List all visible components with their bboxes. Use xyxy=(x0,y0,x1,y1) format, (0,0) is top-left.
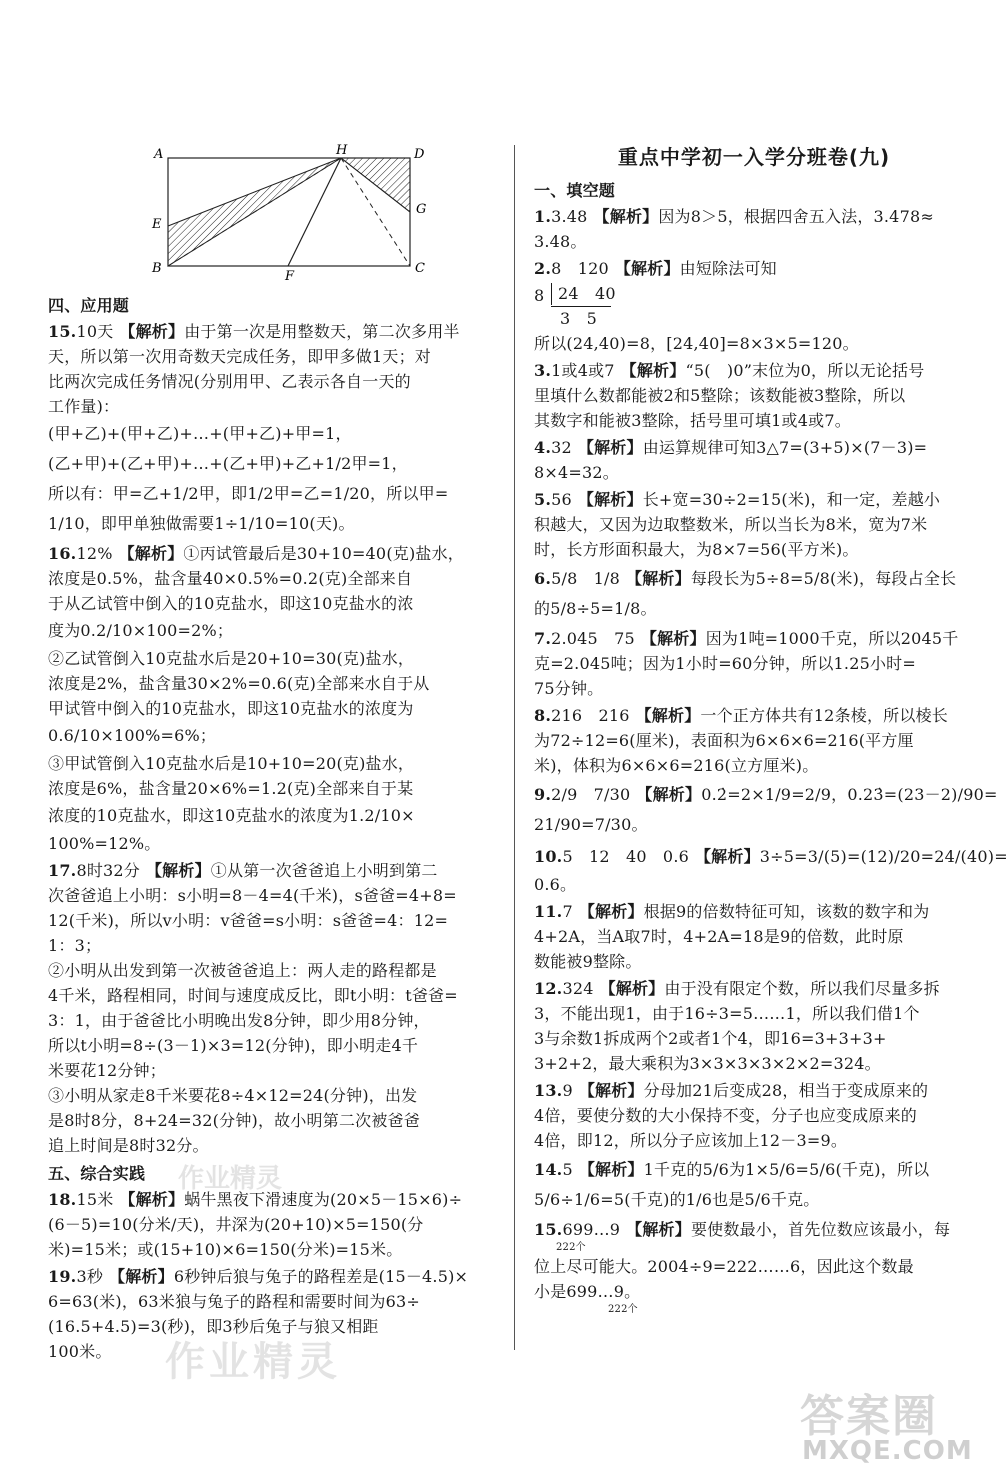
item-answer: 1或4或7 xyxy=(551,361,615,380)
item-number: 11. xyxy=(534,902,563,921)
solution-line: 度为0.2/10×100=2%； xyxy=(48,621,234,640)
solution-line: 分母加21后变成28，相当于变成原来的 xyxy=(643,1081,929,1100)
solution-line: 浓度的10克盐水，即这10克盐水的浓度为1.2/10× xyxy=(48,806,415,825)
solution-line: 数能被9整除。 xyxy=(534,952,642,971)
label-g: G xyxy=(416,202,427,217)
solution-line: 比两次完成任务情况(分别用甲、乙表示各自一天的 xyxy=(48,372,411,391)
solution-item xyxy=(48,319,500,539)
item-answer: 10天 xyxy=(76,322,114,341)
solution-line: 0.6。 xyxy=(534,875,577,894)
solution-line: 浓度是0.5%，盐含量40×0.5%=0.2(克)全部来自 xyxy=(48,569,413,588)
solution-line: 3：1，由于爸爸比小明晚出发8分钟，即少用8分钟， xyxy=(48,1011,430,1030)
solution-item xyxy=(534,780,998,840)
analysis-tag: 【解析】 xyxy=(636,785,702,804)
analysis-tag: 【解析】 xyxy=(118,544,184,563)
item-number: 18. xyxy=(48,1190,77,1209)
underbrace-note: 222个 xyxy=(608,1304,638,1315)
solution-line: ②乙试管倒入10克盐水后是20+10=30(克)盐水， xyxy=(48,649,415,668)
item-answer: 15米 xyxy=(76,1190,114,1209)
label-d: D xyxy=(414,147,425,162)
solution-line: ②小明从出发到第一次被爸爸追上：两人走的路程都是 xyxy=(48,961,437,980)
solution-item xyxy=(534,564,974,624)
solution-line: ①从第一次爸爸追上小明到第二 xyxy=(210,861,438,880)
solution-line: 21/90=7/30。 xyxy=(534,815,648,834)
item-number: 9. xyxy=(534,785,552,804)
solution-line: 每段长为5÷8=5/8(米)，每段占全长 xyxy=(690,569,957,588)
solution-line: 米)，体积为6×6×6=216(立方厘米)。 xyxy=(534,756,819,775)
analysis-tag: 【解析】 xyxy=(145,861,211,880)
solution-line: 要使数最小，首先位数应该最小，每 xyxy=(690,1220,951,1239)
item-answer: 32 xyxy=(551,438,572,457)
solution-line: 所以有：甲=乙+1/2甲，即1/2甲=乙=1/20，所以甲= xyxy=(48,484,449,503)
item-answer: 12% xyxy=(76,544,113,563)
item-answer: 9 xyxy=(562,1081,573,1100)
solution-line: 根据9的倍数特征可知，该数的数字和为 xyxy=(643,902,930,921)
solution-item xyxy=(534,626,974,701)
solution-line: 所以t小明=8÷(3－1)×3=12(分钟)，即小明走4千 xyxy=(48,1036,419,1055)
solution-item xyxy=(48,858,500,1158)
solution-line: 1：3； xyxy=(48,936,102,955)
solution-line: 6=63(米)，63米狼与兔子的路程和需要时间为63÷ xyxy=(48,1292,420,1311)
item-number: 1. xyxy=(534,207,552,226)
solution-line: “5( )0”末位为0，所以无论括号 xyxy=(685,361,925,380)
solution-line: 5/6÷1/6=5(千克)的1/6也是5/6千克。 xyxy=(534,1190,820,1209)
label-a: A xyxy=(154,147,164,162)
solution-line: 100米。 xyxy=(48,1342,112,1361)
item-answer: 5 12 40 0.6 xyxy=(562,847,689,866)
solution-line: 的5/8÷5=1/8。 xyxy=(534,599,657,618)
solution-line: 因为8＞5，根据四舍五入法，3.478≈ xyxy=(658,207,934,226)
solution-item xyxy=(48,1187,500,1262)
divisor: 8 xyxy=(534,286,545,305)
solution-line: 是8时8分，8+24=32(分钟)，故小明第二次被爸爸 xyxy=(48,1111,420,1130)
item-answer: 2.045 75 xyxy=(551,629,635,648)
item-number: 8. xyxy=(534,706,552,725)
label-f: F xyxy=(285,269,295,284)
analysis-tag: 【解析】 xyxy=(694,847,760,866)
section-title-fill-in: 一、填空题 xyxy=(534,181,616,200)
solution-line: 其数字和能被3整除，括号里可填1或4或7。 xyxy=(534,411,851,430)
analysis-tag: 【解析】 xyxy=(593,207,659,226)
solution-item xyxy=(534,976,974,1076)
solution-item xyxy=(534,256,974,356)
solution-line: 4倍，即12，所以分子应该加上12－3=9。 xyxy=(534,1131,848,1150)
solution-item xyxy=(534,358,974,433)
analysis-tag: 【解析】 xyxy=(626,1220,691,1239)
solution-line: (甲+乙)+(甲+乙)+…+(甲+乙)+甲=1， xyxy=(48,424,352,443)
solution-line: 4+2A，当A取7时，4+2A=18是9的倍数，此时原 xyxy=(534,927,904,946)
geometry-figure xyxy=(140,140,440,284)
solution-line: 12(千米)，所以v小明：v爸爸=s小明：s爸爸=4：12= xyxy=(48,911,449,930)
solution-line: 由短除法可知 xyxy=(679,259,777,278)
short-division xyxy=(534,281,974,331)
solution-line: 时，长方形面积最大，为8×7=56(平方米)。 xyxy=(534,540,859,559)
item-answer: 216 216 xyxy=(551,706,630,725)
solution-line: 甲试管中倒入的10克盐水，即这10克盐水的浓度为 xyxy=(48,699,414,718)
solution-line: 一个正方体共有12条棱，所以棱长 xyxy=(700,706,948,725)
item-number: 17. xyxy=(48,861,77,880)
solution-line: (6－5)=10(分米/天)，井深为(20+10)×5=150(分 xyxy=(48,1215,424,1234)
solution-line: 积越大，又因为边取整数米，所以当长为8米，宽为7米 xyxy=(534,515,928,534)
solution-item xyxy=(534,435,974,485)
analysis-tag: 【解析】 xyxy=(640,629,706,648)
section-title-applications: 四、应用题 xyxy=(48,296,130,315)
quotient: 3 5 xyxy=(560,309,597,328)
analysis-tag: 【解析】 xyxy=(599,979,665,998)
item-number: 14. xyxy=(534,1160,563,1179)
item-number: 15. xyxy=(534,1220,563,1239)
solution-item xyxy=(534,703,974,778)
analysis-tag: 【解析】 xyxy=(577,490,643,509)
item-number: 4. xyxy=(534,438,552,457)
exam-title: 重点中学初一入学分班卷(九) xyxy=(617,145,891,169)
item-number: 13. xyxy=(534,1081,563,1100)
item-number: 19. xyxy=(48,1267,77,1286)
solution-line: 由于第一次是用整数天，第二次多用半 xyxy=(184,322,460,341)
item-answer: 3秒 xyxy=(76,1267,104,1286)
solution-line: 于从乙试管中倒入的10克盐水，即这10克盐水的浓 xyxy=(48,594,414,613)
solution-line: ③小明从家走8千米要花8÷4×12=24(分钟)，出发 xyxy=(48,1086,418,1105)
solution-line: 米要花12分钟； xyxy=(48,1061,166,1080)
solution-line: 4倍，要使分数的大小保持不变，分子也应变成原来的 xyxy=(534,1106,917,1125)
left-column xyxy=(48,290,500,1366)
item-number: 10. xyxy=(534,847,563,866)
dividend: 24 40 xyxy=(558,284,616,303)
solution-line: 长+宽=30÷2=15(米)，和一定，差越小 xyxy=(642,490,941,509)
solution-line: 1千克的5/6为1×5/6=5/6(千克)，所以 xyxy=(643,1160,930,1179)
analysis-tag: 【解析】 xyxy=(109,1267,174,1286)
item-number: 6. xyxy=(534,569,552,588)
logo-url: MXQE.COM xyxy=(802,1436,973,1466)
solution-line: 为72÷12=6(厘米)，表面积为6×6×6=216(平方厘 xyxy=(534,731,914,750)
solution-item xyxy=(534,1155,974,1215)
solution-item xyxy=(534,1078,974,1153)
item-answer: 5/8 1/8 xyxy=(551,569,621,588)
analysis-tag: 【解析】 xyxy=(620,361,686,380)
item-number: 3. xyxy=(534,361,552,380)
solution-line: 浓度是2%，盐含量30×2%=0.6(克)全部来水自于从 xyxy=(48,674,430,693)
solution-line: 6秒钟后狼与兔子的路程差是(15－4.5)× xyxy=(173,1267,469,1286)
solution-line: 由运算规律可知3△7=(3+5)×(7－3)= xyxy=(642,438,928,457)
solution-line: 小是699…9。 xyxy=(534,1282,641,1301)
right-column xyxy=(534,145,1008,1318)
solution-line: 100%=12%。 xyxy=(48,834,161,853)
solution-line: 8×4=32。 xyxy=(534,463,619,482)
solution-line: 4千米，路程相同，时间与速度成反比，即t小明：t爸爸= xyxy=(48,986,458,1005)
analysis-tag: 【解析】 xyxy=(578,1160,644,1179)
solution-line: 所以(24,40)=8，[24,40]=8×3×5=120。 xyxy=(534,334,859,353)
label-c: C xyxy=(415,261,425,276)
solution-line: (乙+甲)+(乙+甲)+…+(乙+甲)+乙+1/2甲=1， xyxy=(48,454,408,473)
logo-text: 答案圈 xyxy=(800,1391,938,1442)
solution-item xyxy=(48,541,500,856)
analysis-tag: 【解析】 xyxy=(614,259,680,278)
item-number: 7. xyxy=(534,629,552,648)
item-answer: 8时32分 xyxy=(76,861,140,880)
item-answer: 7 xyxy=(562,902,573,921)
item-number: 16. xyxy=(48,544,77,563)
solution-line: 蜗牛黑夜下滑速度为(20×5－15×6)÷ xyxy=(184,1190,463,1209)
item-answer: 2/9 7/30 xyxy=(551,785,631,804)
solution-line: 3.48。 xyxy=(534,232,587,251)
solution-line: 3与余数1拆成两个2或者1个4，即16=3+3+3+ xyxy=(534,1029,887,1048)
section-title-practice: 五、综合实践 xyxy=(48,1164,146,1183)
solution-line: 1/10，即甲单独做需要1÷1/10=10(天)。 xyxy=(48,514,355,533)
solution-line: 因为1吨=1000千克，所以2045千 xyxy=(705,629,959,648)
item-answer: 324 xyxy=(562,979,594,998)
analysis-tag: 【解析】 xyxy=(119,322,185,341)
solution-line: 75分钟。 xyxy=(534,679,604,698)
analysis-tag: 【解析】 xyxy=(578,1081,644,1100)
solution-line: 位上尽可能大。2004÷9=222……6，因此这个数最 xyxy=(534,1257,914,1276)
solution-item xyxy=(534,204,974,254)
solution-line: 3+2+2，最大乘积为3×3×3×3×2×2=324。 xyxy=(534,1054,881,1073)
item-number: 2. xyxy=(534,259,552,278)
watermark-stamp: 作业精灵 xyxy=(165,1339,341,1385)
solution-line: 3÷5=3/(5)=(12)/20=24/(40)= xyxy=(759,847,1008,866)
analysis-tag: 【解析】 xyxy=(578,902,644,921)
item-number: 12. xyxy=(534,979,563,998)
item-answer: 5 xyxy=(562,1160,573,1179)
item-answer: 8 120 xyxy=(551,259,609,278)
column-divider xyxy=(514,145,515,1350)
solution-item xyxy=(534,487,974,562)
label-b: B xyxy=(152,261,162,276)
solution-line: 3，不能出现1，由于16÷3=5……1，所以我们借1个 xyxy=(534,1004,920,1023)
item-answer: 3.48 xyxy=(551,207,588,226)
solution-item xyxy=(534,1217,974,1316)
item-number: 5. xyxy=(534,490,552,509)
solution-line: (16.5+4.5)=3(秒)，即3秒后兔子与狼又相距 xyxy=(48,1317,379,1336)
label-e: E xyxy=(152,217,162,232)
analysis-tag: 【解析】 xyxy=(119,1190,185,1209)
solution-line: 追上时间是8时32分。 xyxy=(48,1136,209,1155)
analysis-tag: 【解析】 xyxy=(635,706,701,725)
item-answer: 699…9 xyxy=(562,1220,621,1239)
solution-line: 米)=15米；或(15+10)×6=150(分米)=15米。 xyxy=(48,1240,403,1259)
solution-line: 浓度是6%，盐含量20×6%=1.2(克)全部来自于某 xyxy=(48,779,414,798)
solution-line: 天，所以第一次用奇数天完成任务，即甲多做1天；对 xyxy=(48,347,431,366)
analysis-tag: 【解析】 xyxy=(577,438,643,457)
item-answer: 56 xyxy=(551,490,572,509)
solution-line: 0.2̇=2×1/9=2/9，0.23̇=(23－2)/90= xyxy=(701,785,998,804)
solution-line: 工作量)： xyxy=(48,397,120,416)
solution-line: ③甲试管倒入10克盐水后是10+10=20(克)盐水， xyxy=(48,754,415,773)
label-h: H xyxy=(336,143,348,158)
solution-line: 克=2.045吨；因为1小时=60分钟，所以1.25小时= xyxy=(534,654,916,673)
watermark-stamp: 作业精灵 xyxy=(178,1164,283,1194)
analysis-tag: 【解析】 xyxy=(626,569,691,588)
division-bar xyxy=(551,283,552,305)
solution-line: ①丙试管最后是30+10=40(克)盐水， xyxy=(183,544,464,563)
underbrace-note: 222个 xyxy=(556,1242,586,1253)
solution-line: 次爸爸追上小明：s小明=8－4=4(千米)，s爸爸=4+8= xyxy=(48,886,457,905)
watermark-logo xyxy=(800,1380,990,1466)
solution-line: 里填什么数都能被2和5整除；该数能被3整除，所以 xyxy=(534,386,906,405)
item-number: 15. xyxy=(48,322,77,341)
solution-item xyxy=(534,842,1008,897)
solution-line: 0.6/10×100%=6%； xyxy=(48,726,217,745)
solution-item xyxy=(534,899,974,974)
solution-line: 由于没有限定个数，所以我们尽量多拆 xyxy=(664,979,940,998)
